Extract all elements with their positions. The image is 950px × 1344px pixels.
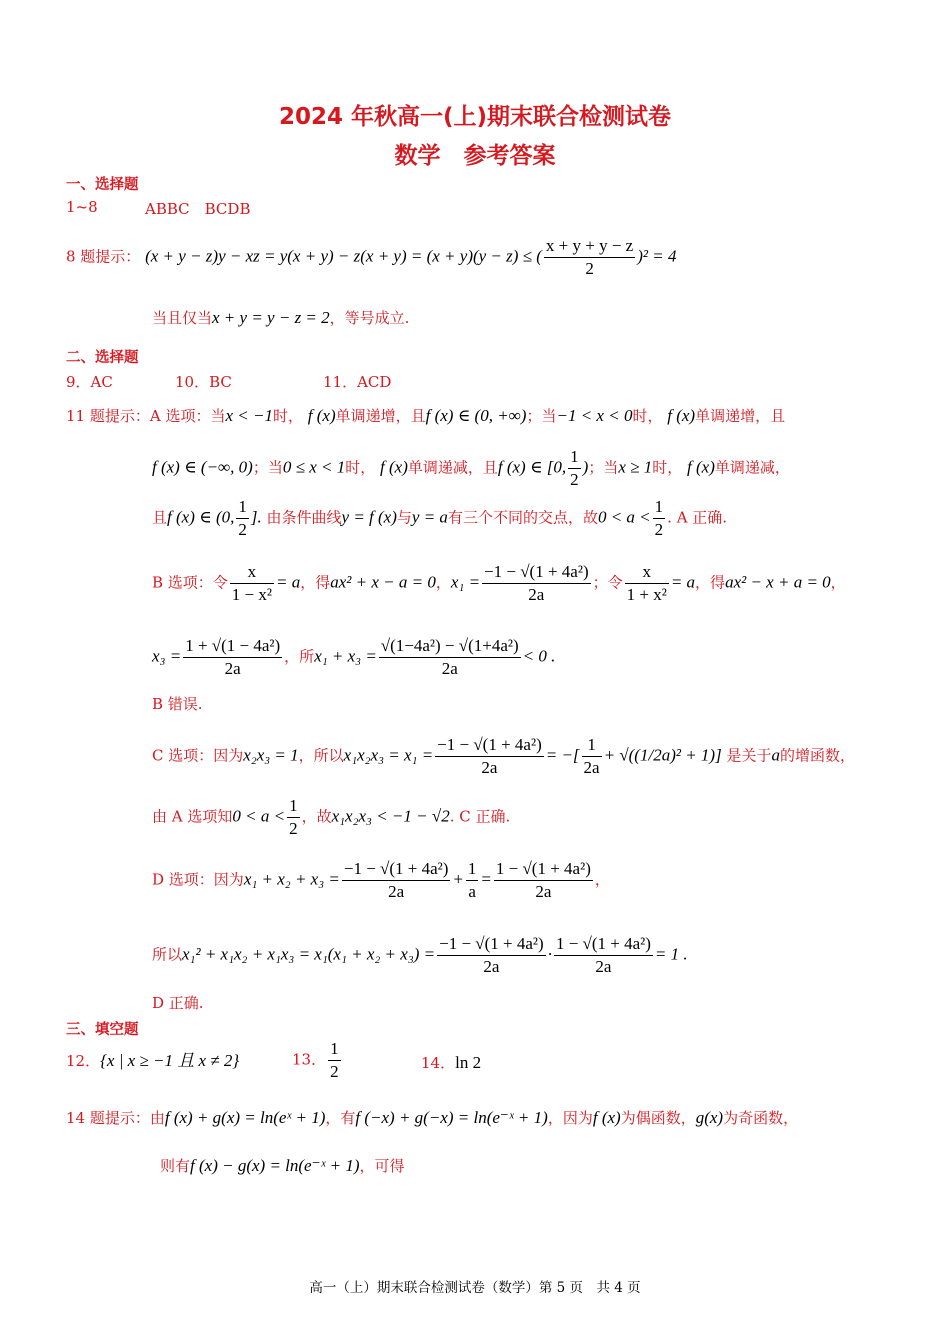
- math: f (x): [380, 457, 408, 477]
- fraction-denominator: 2a: [441, 659, 458, 678]
- text: 时，: [652, 458, 683, 477]
- math: ): [582, 457, 589, 477]
- text: 有三个不同的交点，故: [447, 508, 598, 527]
- math: f (x) ∈ (−∞, 0): [152, 457, 253, 477]
- fraction-denominator: 2a: [481, 758, 498, 777]
- hint-14-line-2: [160, 1155, 405, 1176]
- fraction-denominator: 2: [570, 470, 579, 489]
- text: ，: [435, 573, 451, 592]
- fraction: [466, 858, 479, 903]
- text: ，有: [325, 1109, 356, 1127]
- text: ，可得: [359, 1157, 405, 1175]
- hint-8-tail: )² = 4: [637, 246, 677, 266]
- hint-11-b-line-1: [152, 561, 846, 606]
- fraction: [568, 446, 581, 491]
- math: = 1 .: [654, 944, 688, 964]
- fraction-numerator: −1 − √(1 + 4a²): [437, 933, 546, 956]
- text: ；令: [592, 573, 623, 592]
- fraction-numerator: 1: [568, 446, 581, 469]
- hint-11-line-1: [66, 405, 785, 426]
- text: ，: [830, 573, 846, 592]
- fraction-denominator: 2a: [483, 957, 500, 976]
- text: ；当: [526, 407, 557, 425]
- answer-11: 11．ACD: [323, 373, 392, 391]
- fraction-denominator: 2: [585, 259, 594, 278]
- text: 11 题提示：A 选项：当: [66, 407, 226, 425]
- fraction-numerator: 1: [236, 496, 249, 519]
- fraction: [554, 933, 653, 978]
- fraction: [494, 858, 593, 903]
- math: =: [480, 869, 492, 889]
- fraction-numerator: 1: [287, 795, 300, 818]
- math: g(x): [695, 1108, 724, 1127]
- fraction-numerator: −1 − √(1 + 4a²): [435, 734, 544, 757]
- math: y = a: [411, 507, 448, 527]
- text: 则有: [160, 1157, 191, 1175]
- text: 单调递增，且: [335, 407, 426, 425]
- math: a: [771, 745, 780, 765]
- text: D 选项：: [152, 870, 214, 889]
- fraction-denominator: a: [468, 882, 476, 901]
- hint-8-formula: (x + y − z)y − xz = y(x + y) − z(x + y) = (x + y)(y − z) ≤ (: [145, 246, 542, 266]
- fraction-numerator: 1: [653, 496, 666, 519]
- text: 时，: [345, 458, 376, 477]
- hint-11-c-line-2: [152, 795, 510, 840]
- math: + √((1/2a)² + 1)]: [603, 745, 722, 765]
- answer-14-label: 14．: [421, 1054, 456, 1072]
- math: = a: [670, 572, 696, 592]
- hint-8-condition: [152, 307, 409, 328]
- answer-range-label: 1~8: [66, 198, 98, 216]
- text: ，因为: [547, 1109, 593, 1127]
- fraction: [230, 561, 274, 606]
- math: ].: [250, 507, 262, 527]
- fraction-numerator: −1 − √(1 + 4a²): [482, 561, 591, 584]
- text: C 选项：因为: [152, 746, 244, 765]
- page-subtitle: 数学 参考答案: [394, 143, 556, 169]
- math: f (x) + g(x) = ln(eˣ + 1): [164, 1108, 326, 1127]
- fraction-denominator: 2a: [388, 882, 405, 901]
- math: f (x) ∈ [0,: [497, 457, 567, 477]
- math: = a: [275, 572, 301, 592]
- answer-10: 10．BC: [175, 373, 232, 391]
- math: f (x): [667, 406, 696, 425]
- math: f (x): [687, 457, 715, 477]
- answer-14: [421, 1052, 481, 1073]
- section-heading-fill: 三、填空题: [66, 1022, 139, 1038]
- answer-13-fraction: [328, 1038, 341, 1083]
- text: 因为: [213, 870, 244, 889]
- math: y = f (x): [341, 507, 397, 527]
- cond-post: ，等号成立.: [329, 309, 410, 327]
- fraction-numerator: x + y + y − z: [544, 235, 635, 258]
- text: ；当: [252, 458, 283, 477]
- math: x₁ + x₂ + x₃ =: [243, 869, 340, 889]
- math: x₃ =: [152, 646, 182, 666]
- section-heading-choice: 一、选择题: [66, 177, 139, 193]
- fraction-denominator: 2: [330, 1062, 339, 1081]
- page-footer: 高一（上）期末联合检测试卷（数学）第 5 页 共 4 页: [309, 1280, 641, 1296]
- fraction: [482, 561, 591, 606]
- fraction: [342, 858, 451, 903]
- text: ；当: [588, 458, 619, 477]
- math: x₁ =: [450, 572, 481, 592]
- math: x₁x₂x₃ = x₁ =: [343, 745, 434, 765]
- fraction-denominator: 1 + x²: [626, 585, 667, 604]
- text: ，得: [300, 573, 331, 592]
- fraction-numerator: x: [230, 561, 274, 584]
- math: x₁x₂x₃ < −1 − √2: [331, 806, 450, 826]
- hint-11-d-verdict: D 正确.: [152, 994, 204, 1012]
- fraction-numerator: 1: [466, 858, 479, 881]
- hint-11-b-verdict: B 错误.: [152, 695, 203, 713]
- fraction: [287, 795, 300, 840]
- math: x < −1: [225, 406, 273, 425]
- fraction-denominator: 2a: [224, 659, 241, 678]
- answer-12: [66, 1046, 239, 1071]
- hint-11-line-3: [152, 496, 727, 541]
- math: +: [452, 869, 464, 889]
- answer-9: 9．AC: [66, 373, 113, 391]
- math: −1 < x < 0: [556, 406, 633, 425]
- text: 为偶函数，: [620, 1109, 696, 1127]
- math: f (x): [307, 406, 336, 425]
- fraction-numerator: x: [625, 561, 669, 584]
- math: ax² + x − a = 0: [330, 572, 436, 592]
- text: 所以: [152, 945, 183, 964]
- text: 由条件曲线: [266, 508, 342, 527]
- answer-range: [66, 198, 98, 216]
- fraction: [379, 635, 521, 680]
- answers-1-8: ABBC BCDB: [145, 200, 251, 218]
- math: x₁² + x₁x₂ + x₁x₃ = x₁(x₁ + x₂ + x₃) =: [182, 944, 436, 964]
- math: = −[: [545, 745, 580, 765]
- text: 与: [396, 508, 412, 527]
- hint-8: [66, 235, 676, 280]
- fraction: [183, 635, 282, 680]
- fraction-denominator: 1 − x²: [231, 585, 272, 604]
- answer-list: [145, 198, 250, 219]
- text: 时，: [632, 407, 663, 425]
- fraction: [653, 496, 666, 541]
- math: f (x) ∈ (0, +∞): [425, 406, 527, 425]
- fraction-denominator: 2a: [535, 882, 552, 901]
- fraction: [437, 933, 546, 978]
- hint-8-label: 8 题提示：: [66, 247, 141, 266]
- hint-11-d-line-2: [152, 933, 688, 978]
- math: ·: [547, 944, 552, 964]
- math: f (x): [592, 1108, 621, 1127]
- fraction-numerator: −1 − √(1 + 4a²): [342, 858, 451, 881]
- hint-14-line-1: [66, 1107, 798, 1128]
- fraction-denominator: 2: [289, 819, 298, 838]
- math: f (x) ∈ (0,: [167, 507, 235, 527]
- text: 且: [152, 508, 168, 527]
- math: ax² − x + a = 0: [725, 572, 831, 592]
- fraction: [582, 734, 602, 779]
- text: 14 题提示：由: [66, 1109, 165, 1127]
- text: 为奇函数，: [723, 1109, 799, 1127]
- fraction-denominator: 2a: [595, 957, 612, 976]
- fraction-denominator: 2: [654, 520, 664, 539]
- text: 单调递减，: [714, 458, 790, 477]
- answer-12-label: 12．: [66, 1052, 101, 1070]
- fraction-denominator: 2a: [528, 585, 545, 604]
- hint-11-line-2: [152, 446, 790, 491]
- math: x ≥ 1: [618, 457, 653, 477]
- math: f (−x) + g(−x) = ln(e⁻ˣ + 1): [355, 1108, 548, 1127]
- math: 0 < a <: [232, 806, 286, 826]
- fraction-denominator: 2: [238, 520, 247, 539]
- text: 的增函数，: [780, 746, 856, 765]
- cond-eq: x + y = y − z = 2: [212, 308, 330, 327]
- math: x₂x₃ = 1: [243, 745, 299, 765]
- hint-11-d-line-1: [152, 858, 610, 903]
- math: < 0 .: [522, 646, 556, 666]
- fraction-numerator: 1 − √(1 + 4a²): [554, 933, 653, 956]
- hint-11-b-line-2: [152, 635, 555, 680]
- answer-14-value: ln 2: [455, 1053, 482, 1072]
- math: f (x) − g(x) = ln(e⁻ˣ + 1): [190, 1156, 360, 1175]
- text: 单调递减，且: [407, 458, 498, 477]
- fraction: [625, 561, 669, 606]
- text: ，得: [695, 573, 726, 592]
- text: ，故: [301, 807, 332, 826]
- text: . A 正确.: [667, 508, 728, 527]
- hint-11-c-line-1: [152, 734, 855, 779]
- fraction-numerator: 1 + √(1 − 4a²): [183, 635, 282, 658]
- text: B 选项：令: [152, 573, 228, 592]
- fraction-numerator: 1: [328, 1038, 341, 1061]
- hint-8-fraction: [544, 235, 635, 280]
- text: ，所以: [298, 746, 344, 765]
- text: ，所: [284, 647, 315, 666]
- answer-12-value: {x | x ≥ −1 且 x ≠ 2}: [100, 1051, 240, 1070]
- text: 是关于: [726, 746, 772, 765]
- answer-13-label: 13．: [292, 1050, 327, 1069]
- math: 0 ≤ x < 1: [282, 457, 346, 477]
- page-title: 2024 年秋高一(上)期末联合检测试卷: [278, 104, 672, 130]
- fraction-numerator: √(1−4a²) − √(1+4a²): [379, 635, 521, 658]
- fraction-numerator: 1 − √(1 + 4a²): [494, 858, 593, 881]
- text: ，: [594, 870, 610, 889]
- text: . C 正确.: [449, 807, 511, 826]
- section-heading-multi: 二、选择题: [66, 350, 139, 366]
- text: 时，: [272, 407, 303, 425]
- fraction-denominator: 2a: [583, 758, 600, 777]
- text: 单调递增，且: [695, 407, 786, 425]
- fraction: [435, 734, 544, 779]
- fraction-numerator: 1: [582, 734, 602, 757]
- math: x₁ + x₃ =: [314, 646, 377, 666]
- answer-13: [292, 1038, 343, 1083]
- fraction: [236, 496, 249, 541]
- cond-pre: 当且仅当: [152, 309, 213, 327]
- text: 由 A 选项知: [152, 807, 233, 826]
- math: 0 < a <: [597, 507, 651, 527]
